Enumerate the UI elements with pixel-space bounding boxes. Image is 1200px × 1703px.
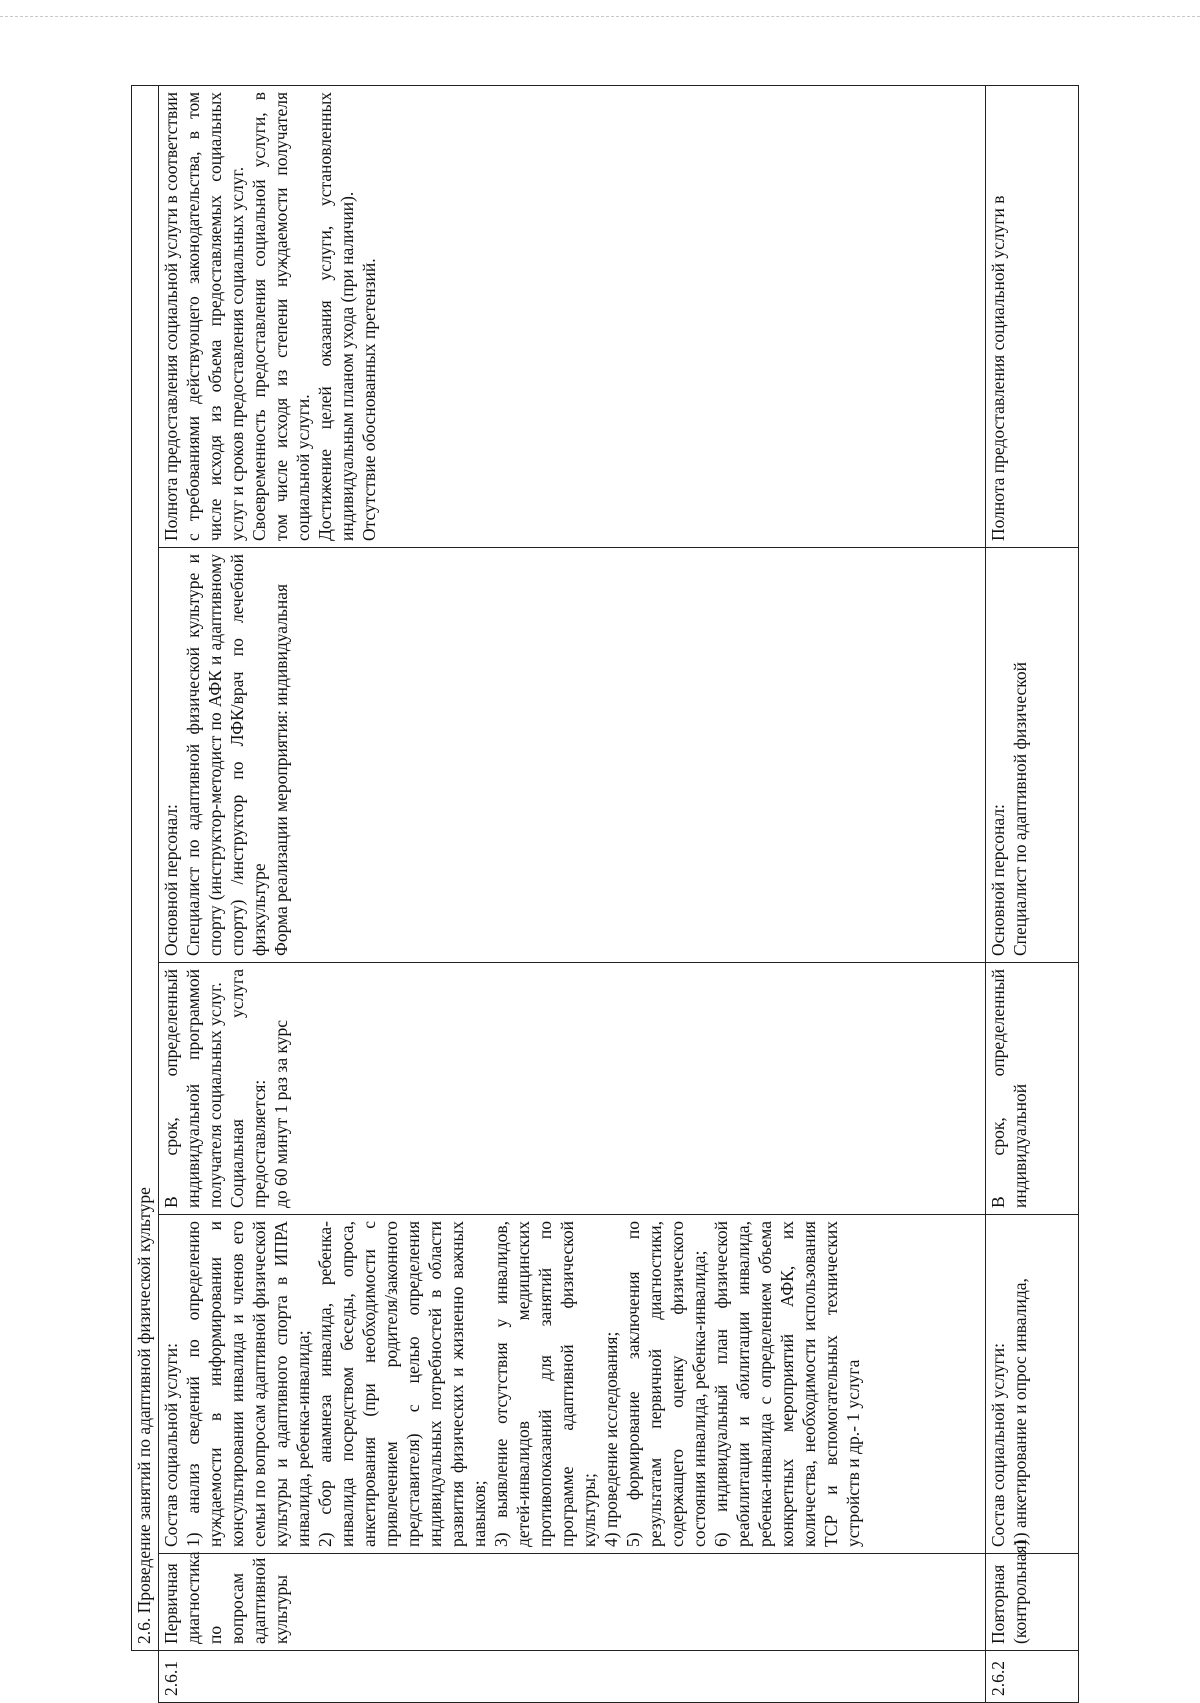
composition-item: 5) формирование заключения по результатам первичной диагностики, содержащего оценку физического состояния инвалида, ребенка-инвалида; (623, 1221, 709, 1547)
service-name-line: Повторная (988, 1564, 1008, 1644)
composition-item: 1) анкетирование и опрос инвалида, (1010, 1278, 1030, 1547)
table-row (159, 85, 986, 1702)
term-text: Социальная услуга предоставляется: (227, 969, 269, 1208)
term-text: до 60 минут 1 раз за курс (271, 1020, 291, 1208)
service-staff (159, 548, 986, 963)
composition-item: 2) сбор анамнеза инвалида, ребенка-инвалида посредством беседы, опроса, анкетирования (при необходимости с привлечением родителя/законного представителя) с целью определения индивидуальных потребностей в области развития физических и жизненно важных навыков; (315, 1221, 489, 1547)
section-header-row (132, 85, 159, 1702)
service-name-line: вопросам (227, 1572, 247, 1644)
criteria-text: Достижение целей оказания услуги, установленных индивидуальным планом ухода (при наличии). (315, 91, 357, 541)
service-criteria (159, 85, 986, 547)
service-name (986, 1539, 1079, 1651)
service-term (986, 963, 1079, 1215)
term-text: В срок, определенный индивидуальной программой получателя социальных услуг. (161, 969, 225, 1208)
staff-text: Специалист по адаптивной физической (1010, 661, 1030, 956)
criteria-text: Полнота предоставления социальной услуги в (988, 195, 1008, 541)
staff-heading: Основной персонал: (988, 804, 1008, 956)
row-number: 2.6.2 (986, 1651, 1079, 1703)
staff-text: Форма реализации мероприятия: индивидуальная (271, 583, 291, 956)
service-name (159, 1551, 986, 1651)
service-name-line: диагностика по (183, 1551, 225, 1644)
row-number: 2.6.1 (159, 1651, 986, 1703)
service-name-line: Первичная (161, 1563, 181, 1644)
service-staff (986, 548, 1079, 963)
page-top-border (0, 16, 1200, 17)
service-name-line: (контрольная) (1010, 1539, 1030, 1644)
composition-item: 3) выявление отсутствия у инвалидов, детей-инвалидов медицинских противопоказаний для занятий по программе адаптивной физической культуры; (491, 1221, 599, 1547)
composition-item: 6) индивидуальный план физической реабилитации и абилитации инвалида, ребенка-инвалида с определением объема конкретных мероприятий АФК, их количества, необходимости использования ТСР и вспомогательных технических устройств и др.- 1 услуга (711, 1221, 863, 1547)
staff-text: Специалист по адаптивной физической культуре и спорту (инструктор-методист по АФК и адаптивному спорту) /инструктор по ЛФК/врач по лечебной физкультуре (183, 554, 269, 956)
term-text: В срок, определенный индивидуальной (988, 969, 1030, 1208)
service-composition (159, 1215, 986, 1554)
staff-heading: Основной персонал: (161, 804, 181, 956)
criteria-text: Полнота предоставления социальной услуги в соответствии с требованиями действующего законодательства, в том числе исходя из объема предоставляемых социальных услуг и сроков предоставления социальных услуг. (161, 91, 247, 541)
criteria-text: Своевременность предоставления социальной услуги, в том числе исходя из степени нуждаемости получателя социальной услуги. (249, 91, 313, 541)
composition-item: 1) анализ сведений по определению нуждаемости в информировании и консультировании инвалида и членов его семьи по вопросам адаптивной физической культуры и адаптивного спорта в ИПРА инвалида, ребенка-инвалида; (183, 1221, 313, 1547)
section-spacer (132, 1651, 159, 1703)
composition-heading: Состав социальной услуги: (161, 1342, 181, 1547)
composition-heading: Состав социальной услуги: (988, 1342, 1008, 1547)
service-term (159, 963, 986, 1215)
section-title: 2.6. Проведение занятий по адаптивной физической культуре (132, 85, 159, 1650)
service-name-line: адаптивной (249, 1557, 269, 1644)
services-table (131, 85, 1079, 1703)
composition-item: 4) проведение исследования; (601, 1331, 621, 1547)
criteria-text: Отсутствие обоснованных претензий. (359, 258, 379, 541)
service-name-line: культуры (271, 1575, 291, 1644)
service-criteria (986, 85, 1079, 547)
service-composition (986, 1215, 1079, 1554)
table-row (986, 85, 1079, 1702)
rotated-document-page (131, 86, 1143, 1703)
